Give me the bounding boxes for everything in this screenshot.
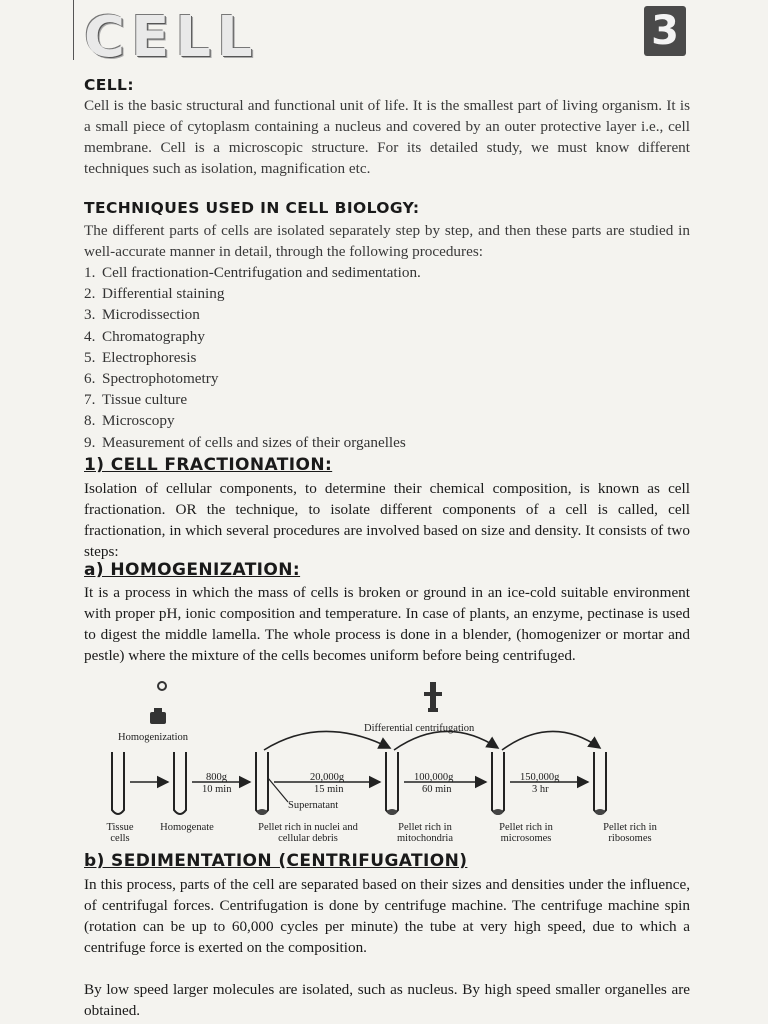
tube-ribosomes bbox=[594, 752, 606, 814]
step-time: 60 min bbox=[422, 784, 452, 795]
list-item: 7. Tissue culture bbox=[84, 391, 188, 409]
homogenization-paragraph: It is a process in which the mass of cells is broken or ground in an ice-cold suitable environment with proper pH, ionic composition and temperature. In case of plants, an enzyme, pectinase is used to digest the middle lamella. The whole process is done in a blender, (homogenizer or mortar and pestle) where the mixture of the cells becomes uniform before being centrifuged. bbox=[84, 584, 690, 664]
tube-mitochondria bbox=[386, 752, 398, 814]
tube-label: Tissue cells bbox=[106, 822, 134, 844]
homogenization-heading: a) HOMOGENIZATION: bbox=[84, 560, 301, 580]
step-time: 3 hr bbox=[532, 784, 549, 795]
centrifuge-icon bbox=[424, 682, 442, 712]
cell-fractionation-paragraph: Isolation of cellular components, to determine their chemical composition, is known as cell fractionation. OR the technique, to isolate different components of a cell is called, cell fractionation, in which several procedures are involved based on size and density. It consists of two steps: bbox=[84, 480, 690, 560]
list-item: 9. Measurement of cells and sizes of their organelles bbox=[84, 433, 406, 451]
tube-tissue-cells bbox=[112, 752, 124, 814]
sedimentation-paragraph-2: By low speed larger molecules are isolated, such as nucleus. By high speed smaller organelles are obtained. bbox=[84, 981, 690, 1019]
tube-homogenate bbox=[174, 752, 186, 814]
sedimentation-paragraph-1: In this process, parts of the cell are separated based on their sizes and densities under the influence, of centrifugal forces. Centrifugation is done by centrifuge machine. The centrifuge machine spin (rotation can be up to 60,000 cycles per minute) the tube at very high speed, due to which a centrifuge force is exerted on the composition. bbox=[84, 876, 690, 956]
cell-paragraph: Cell is the basic structural and functional unit of life. It is the smallest part of living organism. It is a small piece of cytoplasm containing a nucleus and covered by an outer protective layer i.e., cell membrane. Cell is a microscopic structure. For its detailed study, we must know different techniques such as isolation, magnification etc. bbox=[84, 97, 690, 177]
tube-label: Pellet rich in microsomes bbox=[499, 822, 553, 844]
fractionation-diagram bbox=[100, 678, 690, 850]
list-item: 3. Microdissection bbox=[84, 306, 200, 324]
step-time: 15 min bbox=[314, 784, 344, 795]
margin-rule bbox=[73, 0, 74, 60]
step-time: 10 min bbox=[202, 784, 232, 795]
step-speed: 800g bbox=[206, 772, 227, 783]
step-speed: 100,000g bbox=[414, 772, 454, 783]
tube-label: Homogenate bbox=[160, 822, 214, 833]
tube-nuclei bbox=[256, 752, 268, 814]
chapter-title: CELL bbox=[84, 5, 259, 70]
techniques-heading: TECHNIQUES USED IN CELL BIOLOGY: bbox=[84, 199, 420, 217]
cell-fractionation-heading: 1) CELL FRACTIONATION: bbox=[84, 455, 333, 475]
list-item: 4. Chromatography bbox=[84, 327, 205, 345]
tube-label: Pellet rich in ribosomes bbox=[603, 822, 657, 844]
list-item: 2. Differential staining bbox=[84, 285, 225, 303]
blender-icon bbox=[150, 682, 166, 724]
supernatant-label: Supernatant bbox=[288, 800, 339, 811]
techniques-list bbox=[84, 262, 421, 453]
test-tubes bbox=[112, 752, 606, 814]
list-item: 5. Electrophoresis bbox=[84, 348, 197, 366]
list-item: 1. Cell fractionation-Centrifugation and sedimentation. bbox=[84, 264, 421, 281]
cell-heading: CELL: bbox=[84, 76, 134, 94]
step-speed: 20,000g bbox=[310, 772, 345, 783]
tube-microsomes bbox=[492, 752, 504, 814]
differential-centrifugation-label: Differential centrifugation bbox=[364, 723, 475, 734]
tube-label: Pellet rich in mitochondria bbox=[397, 822, 453, 844]
list-item: 8. Microscopy bbox=[84, 412, 175, 430]
homogenization-label: Homogenization bbox=[118, 732, 188, 743]
chapter-number-badge: 3 bbox=[644, 6, 686, 56]
list-item: 6. Spectrophotometry bbox=[84, 370, 219, 388]
sedimentation-heading: b) SEDIMENTATION (CENTRIFUGATION) bbox=[84, 851, 468, 871]
tube-label: Pellet rich in nuclei and cellular debris bbox=[258, 822, 358, 844]
step-speed: 150,000g bbox=[520, 772, 560, 783]
techniques-intro: The different parts of cells are isolated separately step by step, and then these parts are studied in well-accurate manner in detail, through the following procedures: bbox=[84, 222, 690, 260]
